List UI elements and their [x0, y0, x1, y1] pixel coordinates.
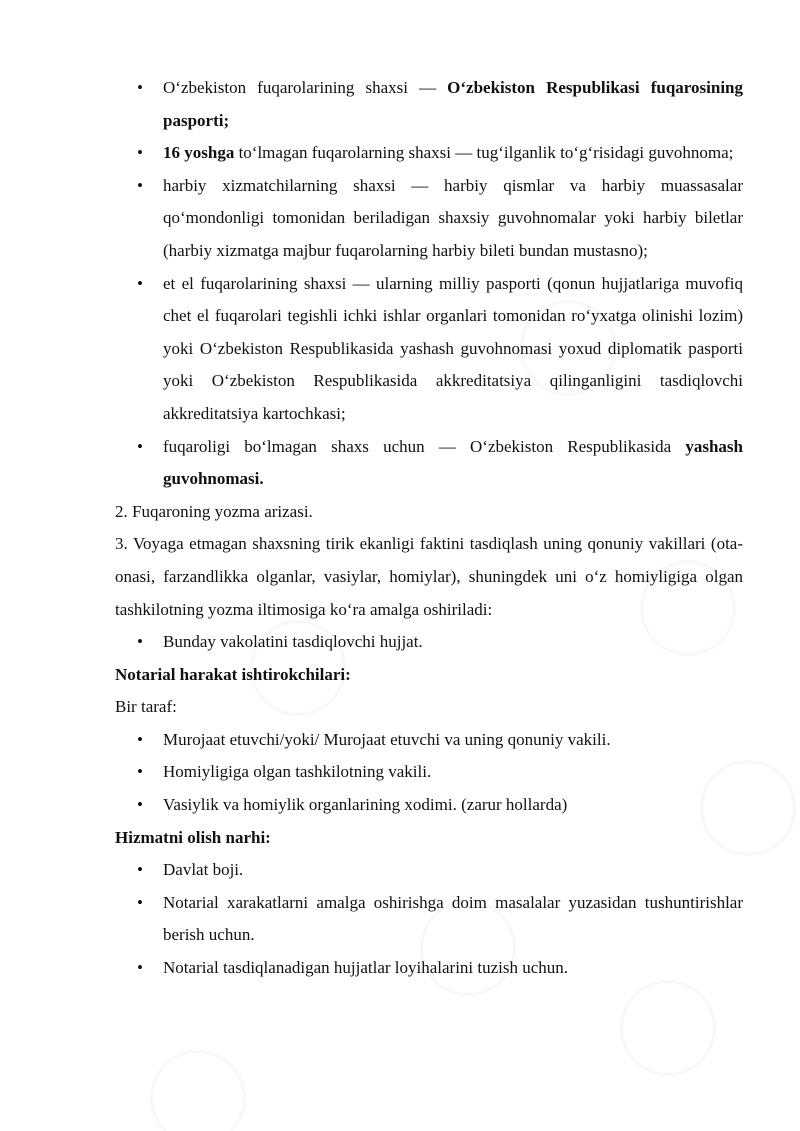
watermark-mark	[620, 980, 716, 1076]
bullet-item	[115, 756, 743, 789]
bold-text: O‘zbekiston Respublikasi fuqarosining pasporti;	[163, 78, 743, 130]
text-run: Vasiylik va homiylik organlarining xodimi. (zarur hollarda)	[163, 795, 568, 815]
text-run: Homiyligiga olgan tashkilotning vakili.	[163, 762, 432, 782]
bold-text: yashash guvohnomasi.	[163, 436, 743, 489]
text-run: Bir taraf:	[115, 697, 177, 717]
bullet-item	[115, 789, 743, 822]
text-run: Notarial tasdiqlanadigan hujjatlar loyihalarini tuzish uchun.	[163, 958, 569, 978]
section-heading	[115, 659, 743, 692]
paragraph	[115, 691, 743, 724]
document-body	[115, 72, 743, 985]
text-run: et el fuqarolarining shaxsi — ularning milliy pasporti (qonun hujjatlariga muvofiq chet el fuqarolari tegishli ichki ishlar organlari tomonidan ro‘yxatga olinishi lozim) yoki O‘zbekiston Respublikasida yashash guvohnomasi yoxud diplomatik pasporti yoki O‘zbekiston Respublikasida akkreditatsiya qilinganligini tasdiqlovchi akkreditatsiya kartochkasi;	[163, 273, 743, 423]
text-run: fuqaroligi bo‘lmagan shaxs uchun — O‘zbekiston Respublikasida	[163, 436, 686, 456]
text-run: 2. Fuqaroning yozma arizasi.	[115, 501, 313, 521]
text-run: Bunday vakolatini tasdiqlovchi hujjat.	[163, 632, 423, 652]
bold-text: 16 yoshga	[163, 143, 235, 163]
text-run: Murojaat etuvchi/yoki/ Murojaat etuvchi va uning qonuniy vakili.	[163, 729, 611, 749]
bullet-item	[115, 724, 743, 757]
text-run: Davlat boji.	[163, 860, 244, 880]
bullet-item	[115, 268, 743, 431]
bullet-item	[115, 887, 743, 952]
bold-text: Notarial harakat ishtirokchilari:	[115, 664, 351, 684]
bullet-item	[115, 854, 743, 887]
bullet-item	[115, 170, 743, 268]
section-heading	[115, 822, 743, 855]
bullet-item	[115, 137, 743, 170]
bullet-item	[115, 72, 743, 137]
text-run: O‘zbekiston fuqarolarining shaxsi —	[163, 78, 448, 97]
text-run: to‘lmagan fuqarolarning shaxsi — tug‘ilganlik to‘g‘risidagi guvohnoma;	[234, 143, 734, 163]
paragraph	[115, 528, 743, 626]
text-run: Notarial xarakatlarni amalga oshirishga doim masalalar yuzasidan tushuntirishlar berish uchun.	[163, 892, 743, 945]
bullet-item	[115, 431, 743, 496]
watermark-mark	[150, 1050, 246, 1131]
bold-text: Hizmatni olish narhi:	[115, 827, 271, 847]
paragraph	[115, 496, 743, 529]
text-run: harbiy xizmatchilarning shaxsi — harbiy qismlar va harbiy muassasalar qo‘mondonligi tomonidan beriladigan shaxsiy guvohnomalar yoki harbiy biletlar (harbiy xizmatga majbur fuqarolarning harbiy bileti bundan mustasno);	[163, 175, 743, 260]
bullet-item	[115, 626, 743, 659]
text-run: 3. Voyaga etmagan shaxsning tirik ekanligi faktini tasdiqlash uning qonuniy vakillari (ota-onasi, farzandlikka olganlar, vasiylar, homiylar), shuningdek uni o‘z homiyligiga olgan tashkilotning yozma iltimosiga ko‘ra amalga oshiriladi:	[115, 534, 743, 619]
bullet-item	[115, 952, 743, 985]
